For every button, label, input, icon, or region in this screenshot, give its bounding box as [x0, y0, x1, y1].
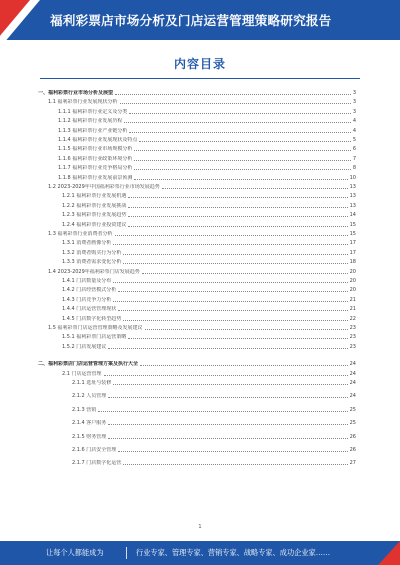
toc-entry-label: 1.2.2 福利彩票行业发展挑战	[62, 202, 127, 209]
toc-entry-label: 1.4.4 门店运营管理现状	[62, 306, 117, 313]
toc-entry-label: 一、福利彩票行业市场分析及展望	[38, 90, 114, 96]
toc-dot-leader	[162, 188, 348, 189]
toc-entry[interactable]	[38, 314, 356, 322]
toc-entry-page: 10	[349, 174, 356, 181]
toc-entry[interactable]	[38, 201, 356, 209]
toc-dot-leader	[113, 282, 347, 283]
toc-entry-page: 20	[349, 268, 356, 275]
toc-dot-leader	[134, 179, 347, 180]
toc-entry-label: 2.1.4 客户服务	[72, 420, 107, 427]
toc-entry[interactable]	[38, 173, 356, 181]
toc-entry-page: 20	[349, 287, 356, 294]
toc-entry-label: 2.1.3 营销	[72, 406, 97, 413]
toc-dot-leader	[113, 301, 347, 302]
toc-entry-page: 13	[349, 193, 356, 200]
toc-dot-leader	[123, 320, 347, 321]
toc-entry[interactable]	[38, 458, 356, 466]
toc-entry[interactable]	[38, 295, 356, 303]
toc-entry-label: 1.3.3 消费者需求变化分析	[62, 259, 122, 266]
toc-entry-page: 3	[352, 108, 356, 115]
toc-entry-label: 1.2.1 福利彩票行业发展机遇	[62, 193, 127, 200]
toc-entry-label: 1.5.2 门店发展建议	[62, 343, 107, 350]
toc-dot-leader	[113, 244, 347, 245]
toc-entry-label: 2.1.1 选址与装修	[72, 380, 112, 386]
toc-entry[interactable]	[38, 405, 356, 413]
toc-dot-leader	[108, 397, 347, 398]
toc-entry-label: 1.1.2 福利彩票行业发展历程	[58, 118, 123, 125]
header-banner	[0, 0, 400, 40]
footer-roles: 行业专家、管理专家、营销专家、战略专家、成功企业家……	[136, 548, 331, 557]
toc-dot-leader	[123, 464, 347, 465]
toc-entry-label: 1.3.2 消费者购买行为分析	[62, 249, 122, 256]
toc-entry[interactable]	[38, 359, 356, 367]
toc-dot-leader	[139, 141, 350, 142]
toc-entry[interactable]	[38, 418, 356, 426]
toc-entry-page: 15	[349, 231, 356, 237]
toc-entry-label: 1.2.3 福利彩票行业发展趋势	[62, 212, 127, 219]
toc-dot-leader	[108, 424, 347, 425]
toc-entry-label: 1.3.1 消费者画像分析	[62, 240, 112, 247]
toc-dot-leader	[115, 235, 348, 236]
toc-entry-page: 26	[349, 433, 356, 440]
toc-entry[interactable]	[38, 267, 356, 275]
toc-entry-page: 4	[352, 127, 356, 134]
toc-dot-leader	[128, 197, 347, 198]
toc-dot-leader	[113, 384, 347, 385]
toc-entry-label: 1.1.1 福利彩票行业定义及分类	[58, 108, 128, 115]
toc-dot-leader	[134, 160, 350, 161]
document-title: 福利彩票店市场分析及门店运营管理策略研究报告	[50, 13, 332, 28]
toc-entry-label: 1.4.5 门店数字化转型趋势	[62, 315, 122, 322]
toc-entry-label: 二、福利彩票店门店运营管理方案及执行大全	[38, 361, 139, 368]
toc-entry-page: 7	[352, 155, 356, 162]
toc-dot-leader	[142, 273, 348, 274]
toc-entry-page: 23	[349, 325, 356, 331]
toc-entry[interactable]	[38, 378, 356, 386]
toc-entry-label: 1.5.1 福利彩票门店运营策略	[62, 334, 127, 341]
toc-entry[interactable]	[38, 342, 356, 350]
toc-dot-leader	[129, 132, 350, 133]
toc-dot-leader	[123, 263, 347, 264]
toc-dot-leader	[145, 329, 348, 330]
toc-divider	[40, 78, 360, 79]
toc-entry-label: 1.3 福利彩票行业消费者分析	[48, 231, 113, 237]
toc-entry[interactable]	[38, 191, 356, 199]
toc-entry[interactable]	[38, 332, 356, 340]
toc-entry-page: 27	[349, 460, 356, 467]
toc-entry-label: 1.1.6 福利彩票行业政策环境分析	[58, 155, 133, 162]
toc-entry-page: 25	[349, 406, 356, 413]
toc-entry[interactable]	[38, 304, 356, 312]
toc-entry-label: 1.2 2023-2029年中国福利彩票行业市场发展趋势	[48, 184, 160, 190]
toc-entry-page: 20	[349, 278, 356, 284]
toc-entry[interactable]	[38, 97, 356, 105]
toc-entry-label: 1.1.3 福利彩票行业产业链分析	[58, 127, 128, 134]
toc-entry[interactable]	[38, 257, 356, 265]
toc-entry-label: 1.1.4 福利彩票行业发展现状及特点	[58, 137, 138, 143]
toc-entry[interactable]	[38, 126, 356, 134]
toc-entry-page: 17	[349, 240, 356, 247]
page-number: 1	[198, 524, 202, 530]
toc-entry-label: 1.4.3 门店竞争力分析	[62, 296, 112, 303]
toc-dot-leader	[115, 94, 351, 95]
footer-banner	[0, 541, 400, 565]
toc-heading: 内容目录	[173, 57, 226, 71]
toc-entry-page: 13	[349, 202, 356, 209]
toc-dot-leader	[120, 103, 351, 104]
toc-entry-page: 8	[352, 165, 356, 172]
toc-entry-page: 24	[349, 370, 356, 377]
toc-dot-leader	[118, 310, 347, 311]
toc-entry-page: 4	[352, 118, 356, 125]
toc-entry[interactable]	[38, 88, 356, 96]
toc-entry[interactable]	[38, 163, 356, 171]
toc-dot-leader	[128, 216, 347, 217]
toc-entry-page: 13	[349, 184, 356, 190]
toc-dot-leader	[123, 254, 347, 255]
toc-dot-leader	[134, 169, 350, 170]
toc-entry[interactable]	[38, 285, 356, 293]
toc-entry-page: 24	[349, 380, 356, 386]
toc-entry-page: 24	[349, 393, 356, 400]
toc-entry-label: 2.1 门店运营管理	[62, 370, 102, 377]
toc-entry-label: 1.4.1 门店数量及分布	[62, 278, 112, 284]
toc-entry-page: 21	[349, 296, 356, 303]
toc-entry-label: 2.1.5 财务管理	[72, 433, 107, 440]
footer-divider	[126, 547, 127, 559]
toc-entry[interactable]	[38, 154, 356, 162]
toc-entry[interactable]	[38, 182, 356, 190]
toc-entry[interactable]	[38, 391, 356, 399]
toc-entry[interactable]	[38, 116, 356, 124]
toc-entry-page: 15	[349, 221, 356, 228]
toc-entry-label: 1.1.7 福利彩票行业竞争格局分析	[58, 165, 133, 172]
toc-entry[interactable]	[38, 220, 356, 228]
toc-entry[interactable]	[38, 248, 356, 256]
toc-entry-page: 3	[352, 90, 356, 96]
toc-dot-leader	[108, 348, 347, 349]
toc-entry[interactable]	[38, 144, 356, 152]
toc-entry-label: 2.1.2 人员管理	[72, 393, 107, 400]
toc-dot-leader	[98, 411, 347, 412]
toc-entry[interactable]	[38, 323, 356, 331]
toc-entry[interactable]	[38, 135, 356, 143]
toc-entry-page: 23	[349, 334, 356, 341]
toc-entry-page: 5	[352, 137, 356, 143]
toc-entry-page: 3	[352, 99, 356, 106]
toc-entry-label: 1.2.4 福利彩票行业投资建议	[62, 221, 127, 228]
toc-entry-label: 1.1 福利彩票行业发展现状分析	[48, 99, 118, 106]
toc-dot-leader	[129, 113, 350, 114]
toc-dot-leader	[128, 338, 347, 339]
toc-entry-page: 14	[349, 212, 356, 219]
toc-entry[interactable]	[38, 107, 356, 115]
toc-dot-leader	[118, 291, 347, 292]
toc-entry-page: 18	[349, 259, 356, 266]
toc-dot-leader	[134, 150, 350, 151]
toc-entry[interactable]	[38, 238, 356, 246]
toc-entry-label: 2.1.7 门店数字化运营	[72, 460, 122, 467]
toc-dot-leader	[128, 207, 347, 208]
toc-entry[interactable]	[38, 229, 356, 237]
toc-entry-label: 1.4 2023-2029年福利彩票门店发展趋势	[48, 268, 140, 275]
toc-dot-leader	[118, 451, 347, 452]
toc-entry-label: 1.5 福利彩票门店运营管理策略及发展建议	[48, 325, 143, 331]
toc-entry[interactable]	[38, 210, 356, 218]
toc-entry-page: 25	[349, 420, 356, 427]
toc-dot-leader	[128, 226, 347, 227]
toc-entry[interactable]	[38, 432, 356, 440]
toc-dot-leader	[140, 365, 348, 366]
toc-entry-page: 22	[349, 315, 356, 322]
toc-entry-label: 1.1.8 福利彩票行业发展前景预测	[58, 174, 133, 181]
toc-entry[interactable]	[38, 369, 356, 377]
toc-entry[interactable]	[38, 445, 356, 453]
toc-entry-page: 17	[349, 249, 356, 256]
toc-entry-label: 2.1.6 门店安全管理	[72, 447, 117, 453]
toc-dot-leader	[124, 122, 350, 123]
toc-entry-label: 1.1.5 福利彩票行业市场规模分析	[58, 146, 133, 153]
toc-entry-page: 21	[349, 306, 356, 313]
toc-dot-leader	[104, 375, 348, 376]
toc-entry-page: 26	[349, 447, 356, 453]
footer-red-accent	[378, 541, 400, 565]
toc-entry[interactable]	[38, 276, 356, 284]
footer-slogan: 让每个人都能成为	[46, 548, 104, 557]
toc-dot-leader	[108, 438, 347, 439]
toc-entry-page: 6	[352, 146, 356, 153]
toc-entry-label: 1.4.2 门店经营模式分析	[62, 287, 117, 294]
toc-entry-page: 24	[349, 361, 356, 368]
toc-entry-page: 23	[349, 343, 356, 350]
